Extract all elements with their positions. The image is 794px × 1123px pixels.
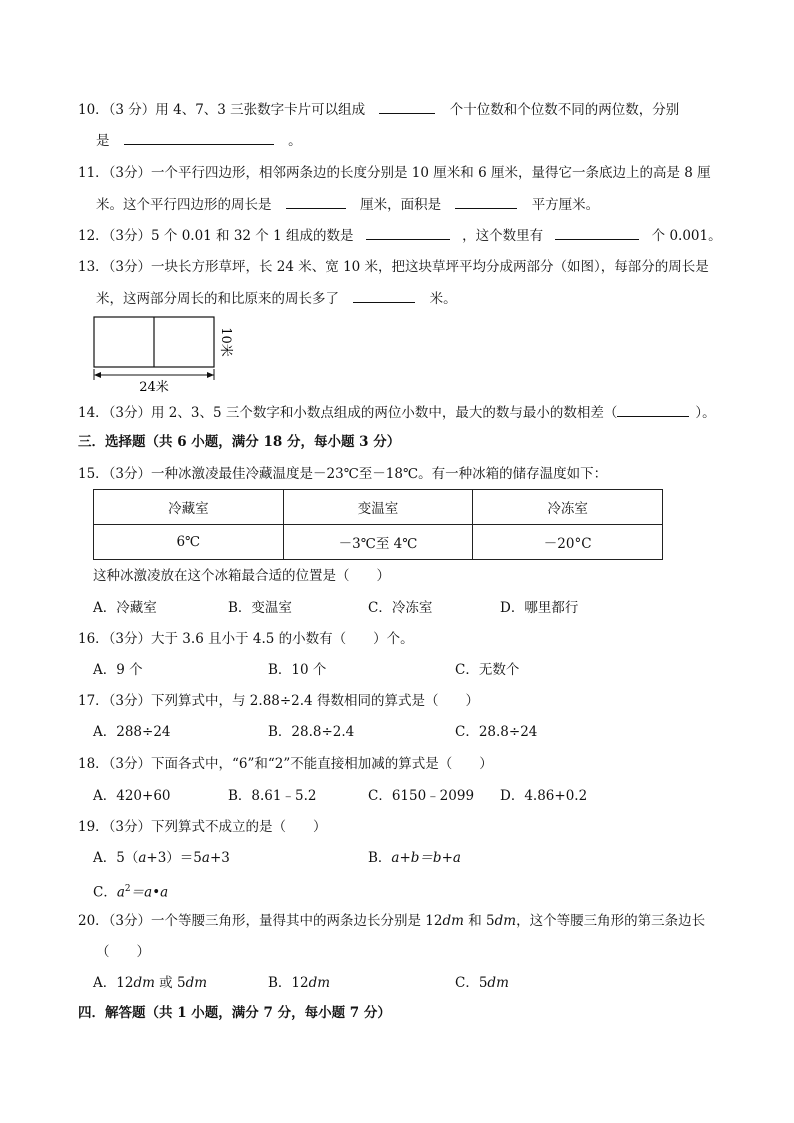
q13-line1: 13．（3分）一块长方形草坪，长 24 米、宽 10 米，把这块草坪平均分成两部分（如图），每部分的周长是	[78, 259, 709, 275]
rectangle-figure	[88, 312, 248, 396]
q16-option-c[interactable]: C．无数个	[455, 662, 520, 678]
width-label: 10米	[218, 327, 233, 357]
q10-blank-list[interactable]	[124, 132, 274, 145]
q19-a-var: a	[138, 850, 147, 866]
q19-a-var2: a	[201, 850, 210, 866]
q12-blank-number[interactable]	[366, 227, 450, 240]
q13-line2	[96, 289, 457, 309]
q15-stem: 15．（3分）一种冰激凌最佳冷藏温度是－23℃至－18℃。有一种冰箱的储存温度如下：	[78, 466, 608, 482]
q18-option-d[interactable]: D．4.86+0.2	[500, 788, 588, 804]
header-cell-3: 冷冻室	[473, 490, 663, 525]
q18-stem: 18．（3分）下面各式中，“6”和“2”不能直接相加减的算式是（ ）	[78, 756, 493, 772]
q18-option-a[interactable]: A．420+60	[93, 788, 171, 804]
table-value-row	[94, 525, 663, 560]
q10-text-b: 个十位数和个位数不同的两位数，分别	[449, 102, 680, 118]
q20-unit-2: dm	[494, 913, 517, 929]
q10-blank-count[interactable]	[379, 101, 435, 114]
q20-option-a[interactable]	[93, 973, 207, 993]
q18-option-c[interactable]: C．6150﹣2099	[368, 788, 475, 804]
header-cell-1: 冷藏室	[94, 490, 284, 525]
q20-a-mid: 或 5	[154, 975, 186, 991]
q19-b-prefix: B．	[368, 850, 392, 866]
q10-line2	[96, 131, 302, 151]
q19-c-base: a	[116, 884, 125, 901]
q14-line	[78, 403, 716, 423]
q20-text-a: 20．（3分）一个等腰三角形，量得其中的两条边长分别是 12	[78, 913, 443, 929]
section3-heading: 三．选择题（共 6 小题，满分 18 分，每小题 3 分）	[78, 434, 401, 450]
q15-question: 这种冰激凌放在这个冰箱最合适的位置是（ ）	[93, 568, 390, 584]
q11-blank-perimeter[interactable]	[286, 196, 346, 209]
q14-blank[interactable]	[617, 404, 689, 417]
arrow-left-icon	[94, 372, 101, 378]
q11-text-c: 平方厘米。	[531, 197, 600, 213]
q15-option-d[interactable]: D．哪里都行	[500, 600, 579, 616]
q15-option-b[interactable]: B．变温室	[228, 600, 292, 616]
q18-option-b[interactable]: B．8.61﹣5.2	[228, 788, 317, 804]
value-cell-2: －3℃至 4℃	[283, 525, 473, 560]
q17-option-b[interactable]: B．28.8÷2.4	[268, 724, 355, 740]
q17-option-c[interactable]: C．28.8÷24	[455, 724, 538, 740]
q10-text-a: 10．（3 分）用 4、7、3 三张数字卡片可以组成	[78, 102, 366, 118]
q19-a-prefix: A．5（	[93, 850, 139, 866]
q16-option-a[interactable]: A．9 个	[93, 662, 143, 678]
q10-line1	[78, 100, 679, 120]
q11-text-a: 米。这个平行四边形的周长是	[96, 197, 272, 213]
q11-text-b: 厘米，面积是	[360, 197, 442, 213]
q19-a-mid: +3）＝5	[146, 850, 202, 866]
q20-option-b[interactable]	[268, 973, 330, 993]
q20-a-unit2: dm	[185, 975, 208, 991]
q20-option-c[interactable]	[455, 973, 509, 993]
q19-b-expr: a+b＝b+a	[391, 850, 461, 866]
q13-text-a: 米，这两部分周长的和比原来的周长多了	[96, 291, 339, 307]
value-cell-1: 6℃	[94, 525, 284, 560]
q19-a-end: +3	[209, 850, 230, 866]
q20-line2: （ ）	[96, 944, 150, 960]
q19-option-c[interactable]	[93, 879, 168, 903]
q12-text-a: 12．（3分）5 个 0.01 和 32 个 1 组成的数是	[78, 228, 354, 244]
section4-heading: 四．解答题（共 1 小题，满分 7 分，每小题 7 分）	[78, 1005, 391, 1021]
q11-blank-area[interactable]	[455, 196, 517, 209]
q19-c-prefix: C．	[93, 884, 117, 901]
header-cell-2: 变温室	[283, 490, 473, 525]
q19-option-a[interactable]	[93, 848, 230, 868]
q12-blank-count[interactable]	[555, 227, 639, 240]
q12-text-b: ，这个数里有	[462, 228, 544, 244]
q12-line	[78, 226, 722, 246]
q15-option-c[interactable]: C．冷冻室	[368, 600, 433, 616]
table-header-row	[94, 490, 663, 525]
q19-c-rest: ＝a•a	[130, 884, 169, 901]
q20-c-text: C．5	[455, 975, 488, 991]
q20-a-text: A．12	[93, 975, 134, 991]
q14-text-b: ）。	[695, 405, 716, 421]
q19-stem: 19．（3分）下列算式不成立的是（ ）	[78, 819, 327, 835]
q20-unit-1: dm	[442, 913, 464, 929]
arrow-right-icon	[207, 372, 214, 378]
length-label: 24米	[139, 380, 169, 395]
value-cell-3: －20°C	[473, 525, 663, 560]
q19-option-b[interactable]	[368, 848, 461, 868]
q16-option-b[interactable]: B．10 个	[268, 662, 327, 678]
q20-text-c: ，这个等腰三角形的第三条边长	[516, 913, 706, 929]
q19-c-exp: 2	[124, 884, 131, 894]
q12-text-c: 个 0.001。	[651, 228, 722, 244]
storage-temp-table	[93, 489, 663, 560]
q17-stem: 17．（3分）下列算式中，与 2.88÷2.4 得数相同的算式是（ ）	[78, 693, 479, 709]
q20-line1	[78, 911, 705, 931]
q10-text-d: 。	[288, 133, 302, 149]
q20-b-unit: dm	[308, 975, 331, 991]
q20-c-unit: dm	[487, 975, 509, 991]
q17-option-a[interactable]: A．288÷24	[93, 724, 171, 740]
q14-text-a: 14．（3分）用 2、3、5 三个数字和小数点组成的两位小数中，最大的数与最小的数相差（	[78, 405, 618, 421]
q20-b-text: B．12	[268, 975, 309, 991]
q11-line1: 11．（3分）一个平行四边形，相邻两条边的长度分别是 10 厘米和 6 厘米，量得它一条底边上的高是 8 厘	[78, 165, 711, 181]
q10-text-c: 是	[96, 133, 110, 149]
q20-a-unit: dm	[133, 975, 155, 991]
q16-stem: 16．（3分）大于 3.6 且小于 4.5 的小数有（ ）个。	[78, 631, 414, 647]
q13-blank-difference[interactable]	[353, 290, 415, 303]
q13-text-b: 米。	[429, 291, 457, 307]
q11-line2	[96, 195, 599, 215]
q15-option-a[interactable]: A．冷藏室	[93, 600, 157, 616]
q20-text-b: 和 5	[463, 913, 495, 929]
